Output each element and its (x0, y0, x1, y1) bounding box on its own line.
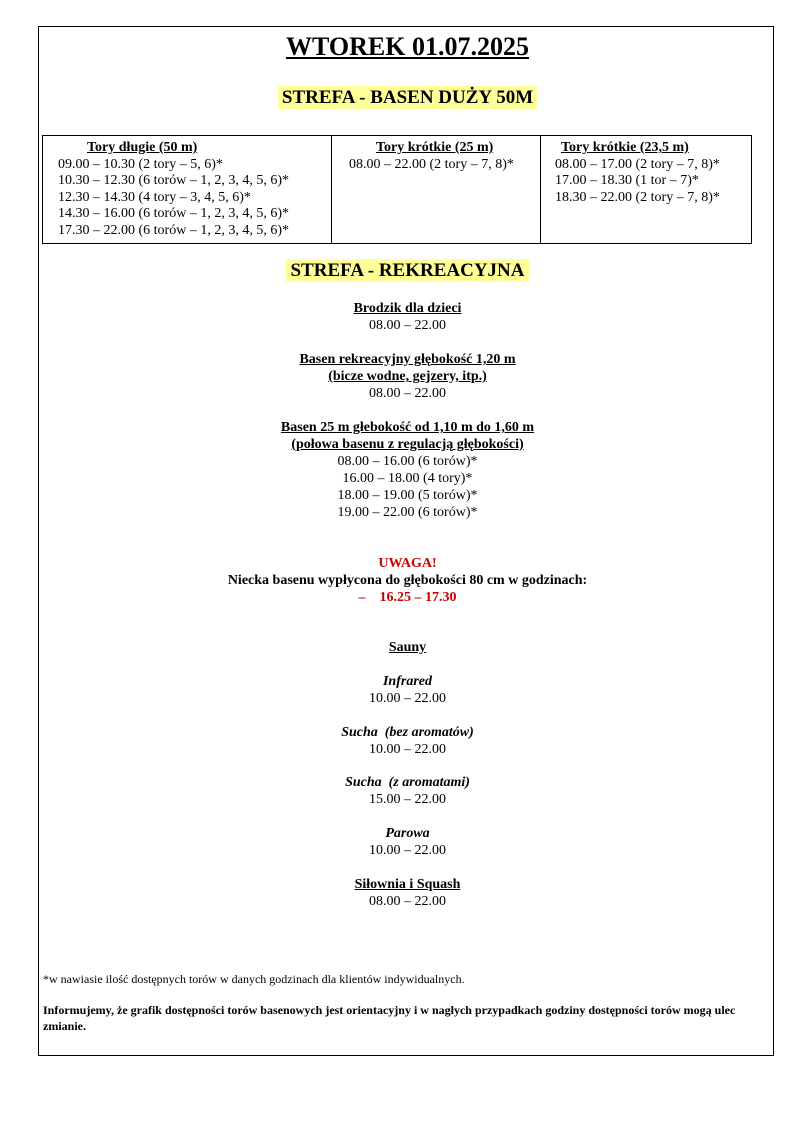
long-lane-row: 10.30 – 12.30 (6 torów – 1, 2, 3, 4, 5, 6)* (58, 173, 289, 189)
kids-pool-hours: 08.00 – 22.00 (369, 318, 446, 333)
rec-pool-subtitle: (bicze wodne, gejzery, itp.) (328, 369, 487, 384)
kids-pool-title: Brodzik dla dzieci (353, 301, 462, 316)
sauna-hours: 10.00 – 22.00 (369, 691, 446, 706)
short-lane-25-row: 08.00 – 22.00 (2 tory – 7, 8)* (349, 156, 514, 172)
sauna-name: Parowa (385, 826, 430, 841)
long-lanes-header: Tory długie (50 m) (87, 140, 198, 155)
rec-pool-hours: 08.00 – 22.00 (369, 386, 446, 401)
sauna-item (0, 724, 795, 758)
short-lanes-23-header: Tory krótkie (23,5 m) (561, 140, 689, 155)
short-lanes-23-cell (541, 136, 752, 244)
notice-text: Niecka basenu wypłycona do głębokości 80 cm w godzinach: (227, 573, 588, 588)
short-lanes-25-header: Tory krótkie (25 m) (376, 140, 494, 155)
sauna-item (0, 774, 795, 808)
page-title: WTOREK 01.07.2025 (286, 32, 529, 61)
pool25-title: Basen 25 m głebokość od 1,10 m do 1,60 m (280, 420, 535, 435)
pool25-subtitle: (połowa basenu z regulacją głębokości) (291, 437, 524, 452)
saunas-heading-block (0, 639, 795, 656)
long-lane-row: 17.30 – 22.00 (6 torów – 1, 2, 3, 4, 5, 6)* (58, 222, 289, 238)
big-pool-zone-heading: STREFA - BASEN DUŻY 50M (0, 86, 795, 111)
sauna-name: Sucha (bez aromatów) (341, 725, 474, 740)
sauna-hours: 10.00 – 22.00 (369, 742, 446, 757)
notice-hours: – 16.25 – 17.30 (358, 590, 457, 605)
sauna-name: Sucha (z aromatami) (345, 775, 470, 790)
lanes-table (42, 135, 752, 244)
long-lane-row: 09.00 – 10.30 (2 tory – 5, 6)* (58, 156, 223, 172)
gym-section (0, 876, 795, 910)
sauna-item (0, 825, 795, 859)
kids-pool-section (0, 300, 795, 334)
schedule-disclaimer: Informujemy, że grafik dostępności torów basenowych jest orientacyjny i w nagłych przypadkach godziny dostępności torów mogą ulec zmianie. (43, 1003, 736, 1033)
saunas-heading: Sauny (388, 640, 427, 655)
pool25-section (0, 419, 795, 521)
gym-title: Siłownia i Squash (354, 877, 461, 892)
lanes-footnote: *w nawiasie ilość dostępnych torów w danych godzinach dla klientów indywidualnych. (43, 972, 465, 986)
rec-pool-section (0, 351, 795, 402)
pool25-row: 19.00 – 22.00 (6 torów)* (337, 505, 478, 520)
long-lane-row: 14.30 – 16.00 (6 torów – 1, 2, 3, 4, 5, 6)* (58, 206, 289, 222)
pool25-row: 18.00 – 19.00 (5 torów)* (337, 488, 478, 503)
recreation-zone-heading: STREFA - REKREACYJNA (0, 259, 795, 284)
notice-section (0, 555, 795, 606)
gym-hours: 08.00 – 22.00 (369, 894, 446, 909)
sauna-item (0, 673, 795, 707)
sauna-name: Infrared (382, 674, 432, 689)
short-lane-23-row: 17.00 – 18.30 (1 tor – 7)* (555, 173, 699, 189)
pool25-row: 16.00 – 18.00 (4 tory)* (342, 471, 473, 486)
long-lanes-cell (43, 136, 332, 244)
notice-label: UWAGA! (378, 556, 437, 571)
rec-pool-title: Basen rekreacyjny głębokość 1,20 m (299, 352, 516, 367)
short-lane-23-row: 08.00 – 17.00 (2 tory – 7, 8)* (555, 156, 720, 172)
sauna-hours: 15.00 – 22.00 (369, 792, 446, 807)
short-lane-23-row: 18.30 – 22.00 (2 tory – 7, 8)* (555, 189, 720, 205)
long-lane-row: 12.30 – 14.30 (4 tory – 3, 4, 5, 6)* (58, 189, 251, 205)
sauna-hours: 10.00 – 22.00 (369, 843, 446, 858)
short-lanes-25-cell (332, 136, 541, 244)
pool25-row: 08.00 – 16.00 (6 torów)* (337, 454, 478, 469)
